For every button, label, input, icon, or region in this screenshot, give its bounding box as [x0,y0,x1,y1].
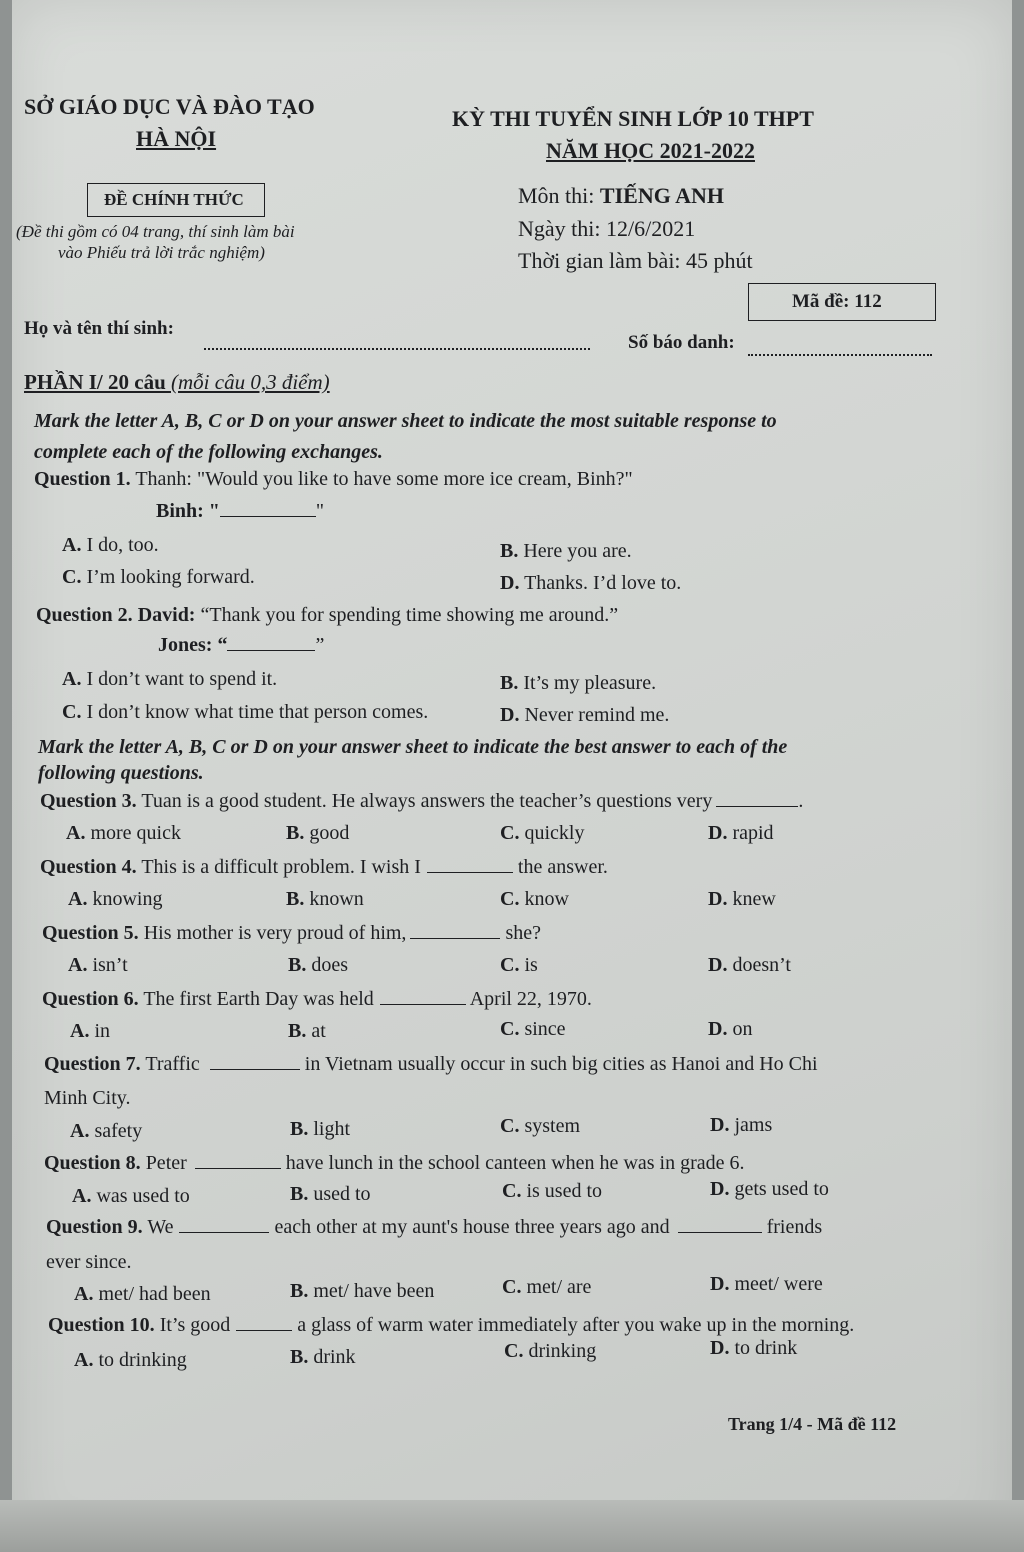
instruction-2-line-1: Mark the letter A, B, C or D on your answer sheet to indicate the best answer to each of the [38,736,788,758]
option-letter: A. [62,534,82,556]
option-text: It’s my pleasure. [518,672,657,694]
question-4 [40,856,608,879]
q9-option-b[interactable] [290,1280,434,1303]
option-text: Here you are. [518,540,632,562]
answer-blank [179,1218,269,1233]
question-label: Question 7. [44,1053,141,1075]
question-text: Thanh: "Would you like to have some more ice cream, Binh?" [130,468,633,490]
question-3 [40,790,803,813]
answer-blank [410,924,500,939]
exam-duration: Thời gian làm bài: 45 phút [518,248,753,273]
candidate-name-field[interactable] [204,332,590,355]
question-9-line-2: ever since. [46,1251,132,1273]
answer-blank [380,990,466,1005]
option-letter: D. [500,572,520,594]
option-text: known [304,888,364,910]
question-label: Question 8. [44,1152,141,1174]
q2-option-d[interactable] [500,704,669,727]
instruction-1-line-2: complete each of the following exchanges. [34,441,383,463]
option-letter: C. [504,1340,524,1362]
candidate-number-label: Số báo danh: [628,332,735,353]
option-letter: C. [502,1276,522,1298]
reply-end: " [315,500,325,522]
answer-blank [236,1316,292,1331]
q6-option-c[interactable] [500,1018,566,1041]
option-letter: D. [708,822,728,844]
q7-option-d[interactable] [710,1114,772,1137]
question-end: the answer. [512,856,608,878]
option-letter: B. [290,1280,309,1302]
option-letter: A. [68,888,88,910]
note-line-2: vào Phiếu trả lời trắc nghiệm) [58,243,265,262]
option-letter: C. [62,566,82,588]
answer-blank [716,792,798,807]
option-letter: B. [290,1183,309,1205]
question-text: Peter [140,1152,187,1174]
q8-option-d[interactable] [710,1178,829,1201]
option-text: meet/ were [729,1273,823,1295]
q6-option-d[interactable] [708,1018,752,1041]
q7-option-b[interactable] [290,1118,350,1141]
q1-option-d[interactable] [500,572,681,595]
option-text: met/ had been [93,1283,211,1305]
question-middle: each other at my aunt's house three years ago and [269,1216,670,1238]
reply-end: ” [315,634,325,656]
question-label: Question 5. [42,922,139,944]
paper-bottom-edge [0,1500,1024,1552]
q2-option-a[interactable] [62,668,277,691]
option-letter: C. [500,954,520,976]
option-letter: B. [500,540,519,562]
option-text: quickly [519,822,585,844]
question-6 [42,988,592,1011]
option-text: Thanks. I’d love to. [519,572,682,594]
q8-option-b[interactable] [290,1183,371,1206]
question-text: The first Earth Day was held [138,988,374,1010]
q7-option-c[interactable] [500,1115,580,1138]
option-text: to drink [729,1337,798,1359]
question-end: April 22, 1970. [465,988,592,1010]
option-letter: A. [70,1020,90,1042]
q6-option-b[interactable] [288,1020,326,1043]
subject-value: TIẾNG ANH [599,183,724,208]
question-1-reply [156,500,324,523]
question-label: Question 2. [36,604,133,626]
q10-option-d[interactable] [710,1337,797,1360]
q3-option-b[interactable] [286,822,349,845]
option-letter: C. [502,1180,522,1202]
question-7-line-2: Minh City. [44,1087,131,1109]
option-text: at [306,1020,326,1042]
q9-option-a[interactable] [74,1283,211,1306]
question-7 [44,1053,818,1076]
school-year-text: NĂM HỌC 2021-2022 [546,138,755,163]
question-text: We [142,1216,174,1238]
option-text: was used to [91,1185,190,1207]
q5-option-c[interactable] [500,954,538,977]
option-text: isn’t [87,954,128,976]
option-text: met/ have been [308,1280,435,1302]
instruction-2-line-2: following questions. [38,762,204,784]
subject-label: Môn thi: [518,183,600,208]
q3-option-c[interactable] [500,822,584,845]
department-title: SỞ GIÁO DỤC VÀ ĐÀO TẠO [24,94,315,119]
answer-blank-2 [678,1218,762,1233]
option-letter: A. [70,1120,90,1142]
note-line-1: (Đề thi gồm có 04 trang, thí sinh làm bài [16,222,295,241]
option-letter: A. [62,668,82,690]
q8-option-c[interactable] [502,1180,602,1203]
option-text: jams [729,1114,773,1136]
candidate-name-label: Họ và tên thí sinh: [24,318,174,339]
option-letter: B. [286,888,305,910]
question-label: Question 3. [40,790,137,812]
q7-option-a[interactable] [70,1120,142,1143]
q5-option-a[interactable] [68,954,128,977]
exam-title: KỲ THI TUYỂN SINH LỚP 10 THPT [452,106,814,131]
question-2 [36,604,618,627]
option-text: I don’t know what time that person comes. [81,701,429,723]
option-text: I don’t want to spend it. [81,668,278,690]
option-text: knew [727,888,776,910]
exam-date: Ngày thi: 12/6/2021 [518,216,696,241]
option-letter: B. [286,822,305,844]
question-10 [48,1314,854,1337]
option-letter: B. [288,1020,307,1042]
question-1 [34,468,633,491]
option-text: safety [89,1120,143,1142]
option-text: doesn’t [727,954,791,976]
option-text: good [304,822,350,844]
instruction-1-line-1: Mark the letter A, B, C or D on your answer sheet to indicate the most suitable response to [34,410,777,432]
option-letter: B. [500,672,519,694]
option-letter: A. [68,954,88,976]
q2-option-c[interactable] [62,701,428,724]
q10-option-a[interactable] [74,1349,187,1372]
question-5 [42,922,541,945]
option-letter: C. [500,888,520,910]
q1-option-b[interactable] [500,540,632,563]
question-2-reply [158,634,324,657]
option-text: to drinking [93,1349,187,1371]
q5-option-d[interactable] [708,954,791,977]
option-letter: C. [62,701,82,723]
q4-option-a[interactable] [68,888,162,911]
answer-blank [227,636,315,651]
question-label: Question 4. [40,856,137,878]
q2-option-b[interactable] [500,672,656,695]
q4-option-b[interactable] [286,888,364,911]
option-letter: A. [74,1349,94,1371]
page-footer: Trang 1/4 - Mã đề 112 [728,1414,897,1434]
department-city: HÀ NỘI [136,126,217,151]
option-letter: D. [710,1178,730,1200]
option-text: know [519,888,569,910]
reply-speaker: Jones: “ [158,634,228,656]
exam-code: Mã đề: 112 [792,291,882,312]
q5-option-b[interactable] [288,954,348,977]
q9-option-d[interactable] [710,1273,823,1296]
option-text: gets used to [729,1178,829,1200]
option-text: does [306,954,349,976]
question-label: Question 1. [34,468,131,490]
option-letter: C. [500,1018,520,1040]
option-letter: D. [710,1273,730,1295]
candidate-number-field[interactable] [748,338,932,361]
question-speaker: David: [132,604,196,626]
q10-option-b[interactable] [290,1346,356,1369]
option-text: in [89,1020,111,1042]
option-text: drink [308,1346,356,1368]
option-text: is [519,954,538,976]
q3-option-d[interactable] [708,822,774,845]
option-letter: D. [710,1337,730,1359]
part1-title-bold: PHẦN I/ 20 câu [24,370,171,394]
option-letter: D. [500,704,520,726]
q4-option-c[interactable] [500,888,569,911]
option-text: Never remind me. [519,704,670,726]
answer-blank [195,1154,281,1169]
option-text: I’m looking forward. [81,566,255,588]
option-text: knowing [87,888,163,910]
question-text: Tuan is a good student. He always answers the teacher’s questions very [136,790,713,812]
option-text: is used to [521,1180,603,1202]
option-letter: D. [708,888,728,910]
question-end: friends [761,1216,823,1238]
option-letter: D. [708,954,728,976]
option-letter: A. [72,1185,92,1207]
reply-speaker: Binh: " [156,500,220,522]
option-text: used to [308,1183,371,1205]
q6-option-a[interactable] [70,1020,110,1043]
question-label: Question 10. [48,1314,155,1336]
q1-option-a[interactable] [62,534,159,557]
option-letter: B. [290,1346,309,1368]
option-letter: D. [710,1114,730,1136]
answer-blank [427,858,513,873]
option-text: on [727,1018,753,1040]
question-label: Question 6. [42,988,139,1010]
option-text: more quick [85,822,181,844]
option-text: rapid [727,822,774,844]
question-text: This is a difficult problem. I wish I [136,856,421,878]
question-text: It’s good [154,1314,231,1336]
question-end: . [798,790,804,812]
q1-option-c[interactable] [62,566,255,589]
question-end: she? [500,922,541,944]
option-text: met/ are [521,1276,592,1298]
q9-option-c[interactable] [502,1276,591,1299]
q10-option-c[interactable] [504,1340,596,1363]
option-text: I do, too. [81,534,159,556]
option-text: light [308,1118,351,1140]
option-text: system [519,1115,581,1137]
question-end: in Vietnam usually occur in such big cities as Hanoi and Ho Chi [299,1053,818,1075]
q3-option-a[interactable] [66,822,181,845]
school-year [546,138,755,164]
option-letter: B. [290,1118,309,1140]
question-end: have lunch in the school canteen when he was in grade 6. [280,1152,745,1174]
question-text: Traffic [140,1053,200,1075]
answer-blank [210,1055,300,1070]
question-9 [46,1216,822,1239]
option-text: since [519,1018,566,1040]
option-letter: C. [500,1115,520,1137]
question-text: “Thank you for spending time showing me around.” [195,604,619,626]
option-letter: B. [288,954,307,976]
subject-line [518,183,724,209]
answer-blank [220,502,316,517]
part1-title [24,370,330,395]
option-letter: D. [708,1018,728,1040]
option-letter: A. [66,822,86,844]
question-8 [44,1152,745,1175]
option-text: drinking [523,1340,597,1362]
q4-option-d[interactable] [708,888,776,911]
question-label: Question 9. [46,1216,143,1238]
question-text: His mother is very proud of him, [138,922,407,944]
option-letter: C. [500,822,520,844]
question-end: a glass of warm water immediately after you wake up in the morning. [292,1314,855,1336]
q8-option-a[interactable] [72,1185,190,1208]
part1-title-points: (mỗi câu 0,3 điểm) [171,370,330,394]
official-label: ĐỀ CHÍNH THỨC [104,190,244,209]
option-letter: A. [74,1283,94,1305]
